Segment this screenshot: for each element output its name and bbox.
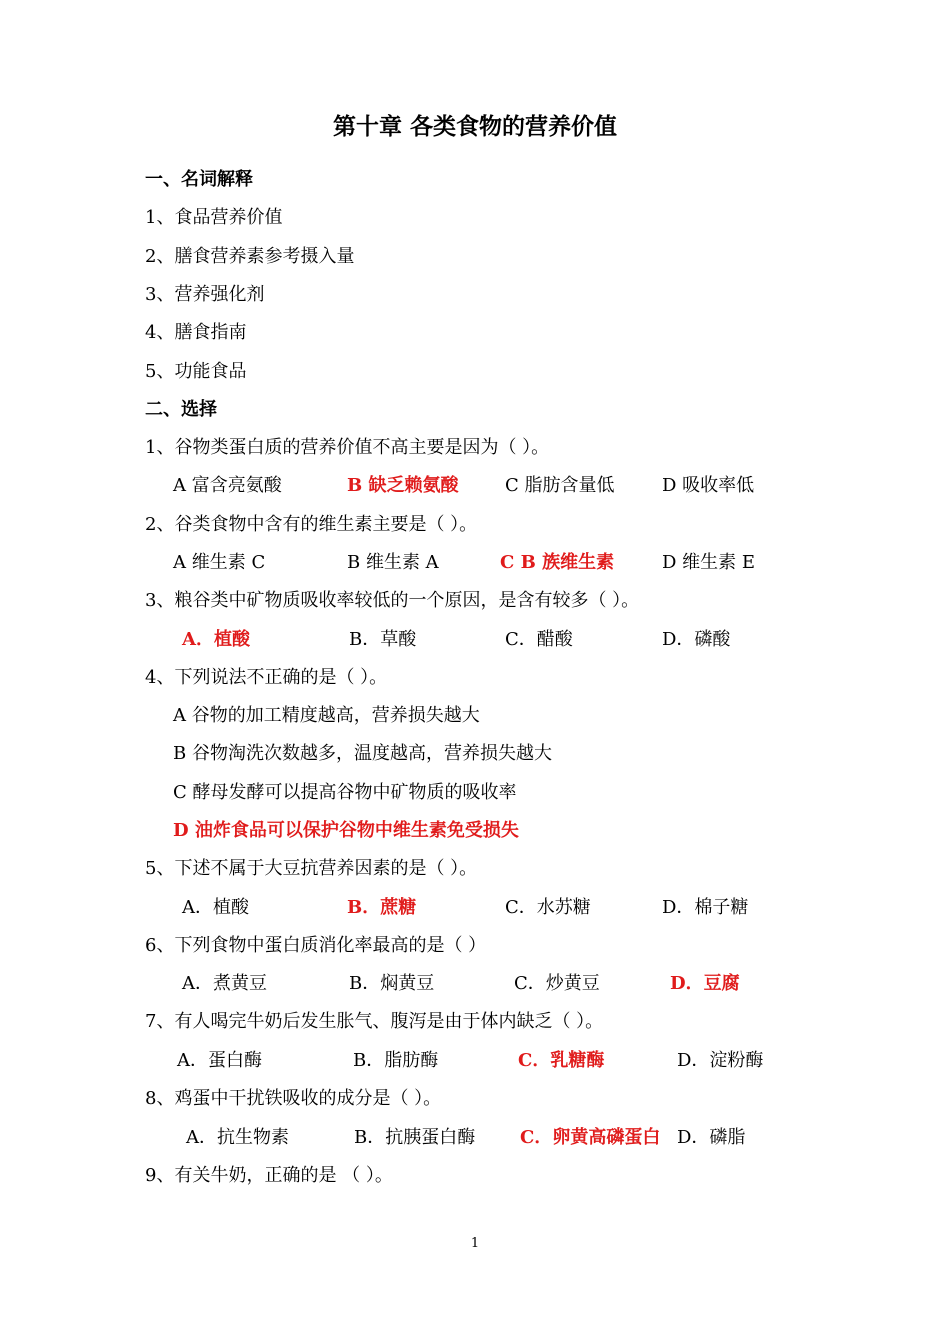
option: A 富含亮氨酸 (173, 475, 282, 496)
term-item: 2、膳食营养素参考摄入量 (145, 246, 355, 267)
question-stem-6: 6、下列食物中蛋白质消化率最高的是（ ） (145, 935, 487, 956)
section-heading-choice: 二、选择 (145, 399, 217, 420)
question-stem-5: 5、下述不属于大豆抗营养因素的是（ ）。 (145, 858, 478, 879)
page-number: 1 (470, 1236, 480, 1251)
option-correct: C．乳糖酶 (518, 1050, 605, 1071)
option: A．抗生物素 (186, 1127, 289, 1148)
option: C 脂肪含量低 (505, 475, 615, 496)
option: A．煮黄豆 (182, 973, 267, 994)
option: D．磷酸 (662, 629, 731, 650)
option: B．草酸 (349, 629, 417, 650)
option: A 维生素 C (173, 552, 266, 573)
option: C．炒黄豆 (514, 973, 600, 994)
question-stem-2: 2、谷类食物中含有的维生素主要是（ ）。 (145, 514, 478, 535)
option: D 吸收率低 (662, 475, 755, 496)
option-correct: D．豆腐 (670, 973, 740, 994)
option: C．醋酸 (505, 629, 573, 650)
option: A．植酸 (182, 897, 249, 918)
term-item: 3、营养强化剂 (145, 284, 265, 305)
option: B 维生素 A (347, 552, 439, 573)
section-heading-terms: 一、名词解释 (145, 169, 253, 190)
option: B．抗胰蛋白酶 (354, 1127, 476, 1148)
term-item: 4、膳食指南 (145, 322, 247, 343)
question-stem-4: 4、下列说法不正确的是（ ）。 (145, 667, 388, 688)
option: D．淀粉酶 (677, 1050, 764, 1071)
option: A 谷物的加工精度越高，营养损失越大 (173, 705, 480, 726)
option: B．脂肪酶 (353, 1050, 439, 1071)
option-correct: B 缺乏赖氨酸 (347, 475, 459, 496)
question-stem-1: 1、谷物类蛋白质的营养价值不高主要是因为（ ）。 (145, 437, 550, 458)
option-correct: A．植酸 (182, 629, 250, 650)
term-item: 5、功能食品 (145, 361, 247, 382)
option-correct: C．卵黄高磷蛋白 (520, 1127, 661, 1148)
question-stem-7: 7、有人喝完牛奶后发生胀气、腹泻是由于体内缺乏（ ）。 (145, 1011, 604, 1032)
term-item: 1、食品营养价值 (145, 207, 283, 228)
option: B．焖黄豆 (349, 973, 435, 994)
option-correct: B．蔗糖 (347, 897, 417, 918)
option: B 谷物淘洗次数越多，温度越高，营养损失越大 (173, 743, 552, 764)
option: D 维生素 E (662, 552, 756, 573)
question-stem-8: 8、鸡蛋中干扰铁吸收的成分是（ ）。 (145, 1088, 442, 1109)
question-stem-9: 9、有关牛奶，正确的是 （ ）。 (145, 1165, 393, 1186)
option: A．蛋白酶 (177, 1050, 262, 1071)
option-correct: D 油炸食品可以保护谷物中维生素免受损失 (173, 820, 519, 841)
option: D．磷脂 (677, 1127, 746, 1148)
question-stem-3: 3、粮谷类中矿物质吸收率较低的一个原因，是含有较多（ ）。 (145, 590, 640, 611)
option: D．棉子糖 (662, 897, 749, 918)
option-correct: C B 族维生素 (500, 552, 615, 573)
option: C．水苏糖 (505, 897, 591, 918)
page-title: 第十章 各类食物的营养价值 (332, 113, 617, 140)
option: C 酵母发酵可以提高谷物中矿物质的吸收率 (173, 782, 517, 803)
